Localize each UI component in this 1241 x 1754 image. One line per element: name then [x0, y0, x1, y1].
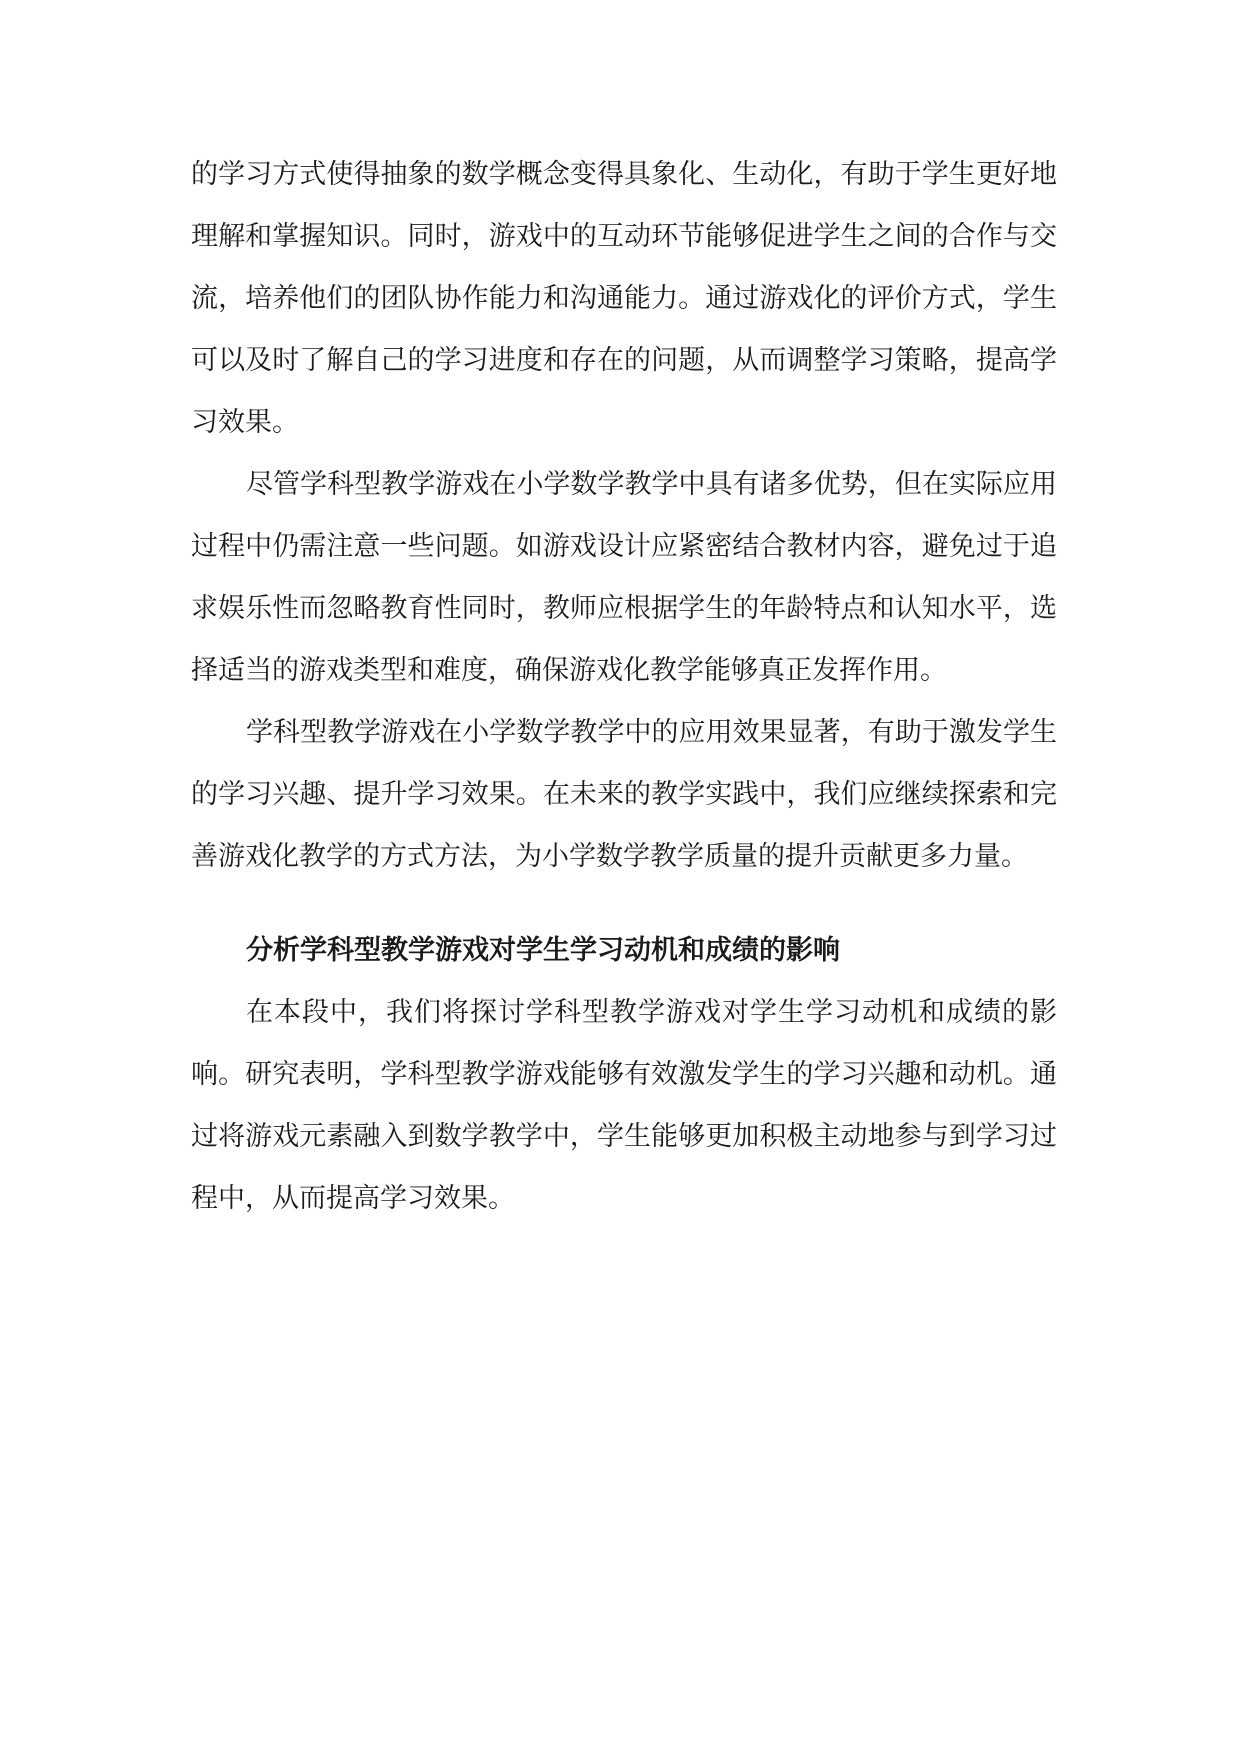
- document-body: [191, 144, 1057, 1230]
- paragraph-game-considerations: 尽管学科型教学游戏在小学数学教学中具有诸多优势，但在实际应用过程中仍需注意一些问题。如游戏设计应紧密结合教材内容，避免过于追求娱乐性而忽略教育性同时，教师应根据学生的年龄特点和认知水平，选择适当的游戏类型和难度，确保游戏化教学能够真正发挥作用。: [191, 469, 1057, 686]
- section-heading: 分析学科型教学游戏对学生学习动机和成绩的影响: [246, 935, 840, 966]
- paragraph-continuation: 的学习方式使得抽象的数学概念变得具象化、生动化，有助于学生更好地理解和掌握知识。同时，游戏中的互动环节能够促进学生之间的合作与交流，培养他们的团队协作能力和沟通能力。通过游戏化的评价方式，学生可以及时了解自己的学习进度和存在的问题，从而调整学习策略，提高学习效果。: [191, 159, 1057, 438]
- paragraph-application-effect: 学科型教学游戏在小学数学教学中的应用效果显著，有助于激发学生的学习兴趣、提升学习效果。在未来的教学实践中，我们应继续探索和完善游戏化教学的方式方法，为小学数学教学质量的提升贡献更多力量。: [191, 717, 1057, 872]
- paragraph-motivation-impact: 在本段中，我们将探讨学科型教学游戏对学生学习动机和成绩的影响。研究表明，学科型教学游戏能够有效激发学生的学习兴趣和动机。通过将游戏元素融入到数学教学中，学生能够更加积极主动地参与到学习过程中，从而提高学习效果。: [191, 997, 1057, 1214]
